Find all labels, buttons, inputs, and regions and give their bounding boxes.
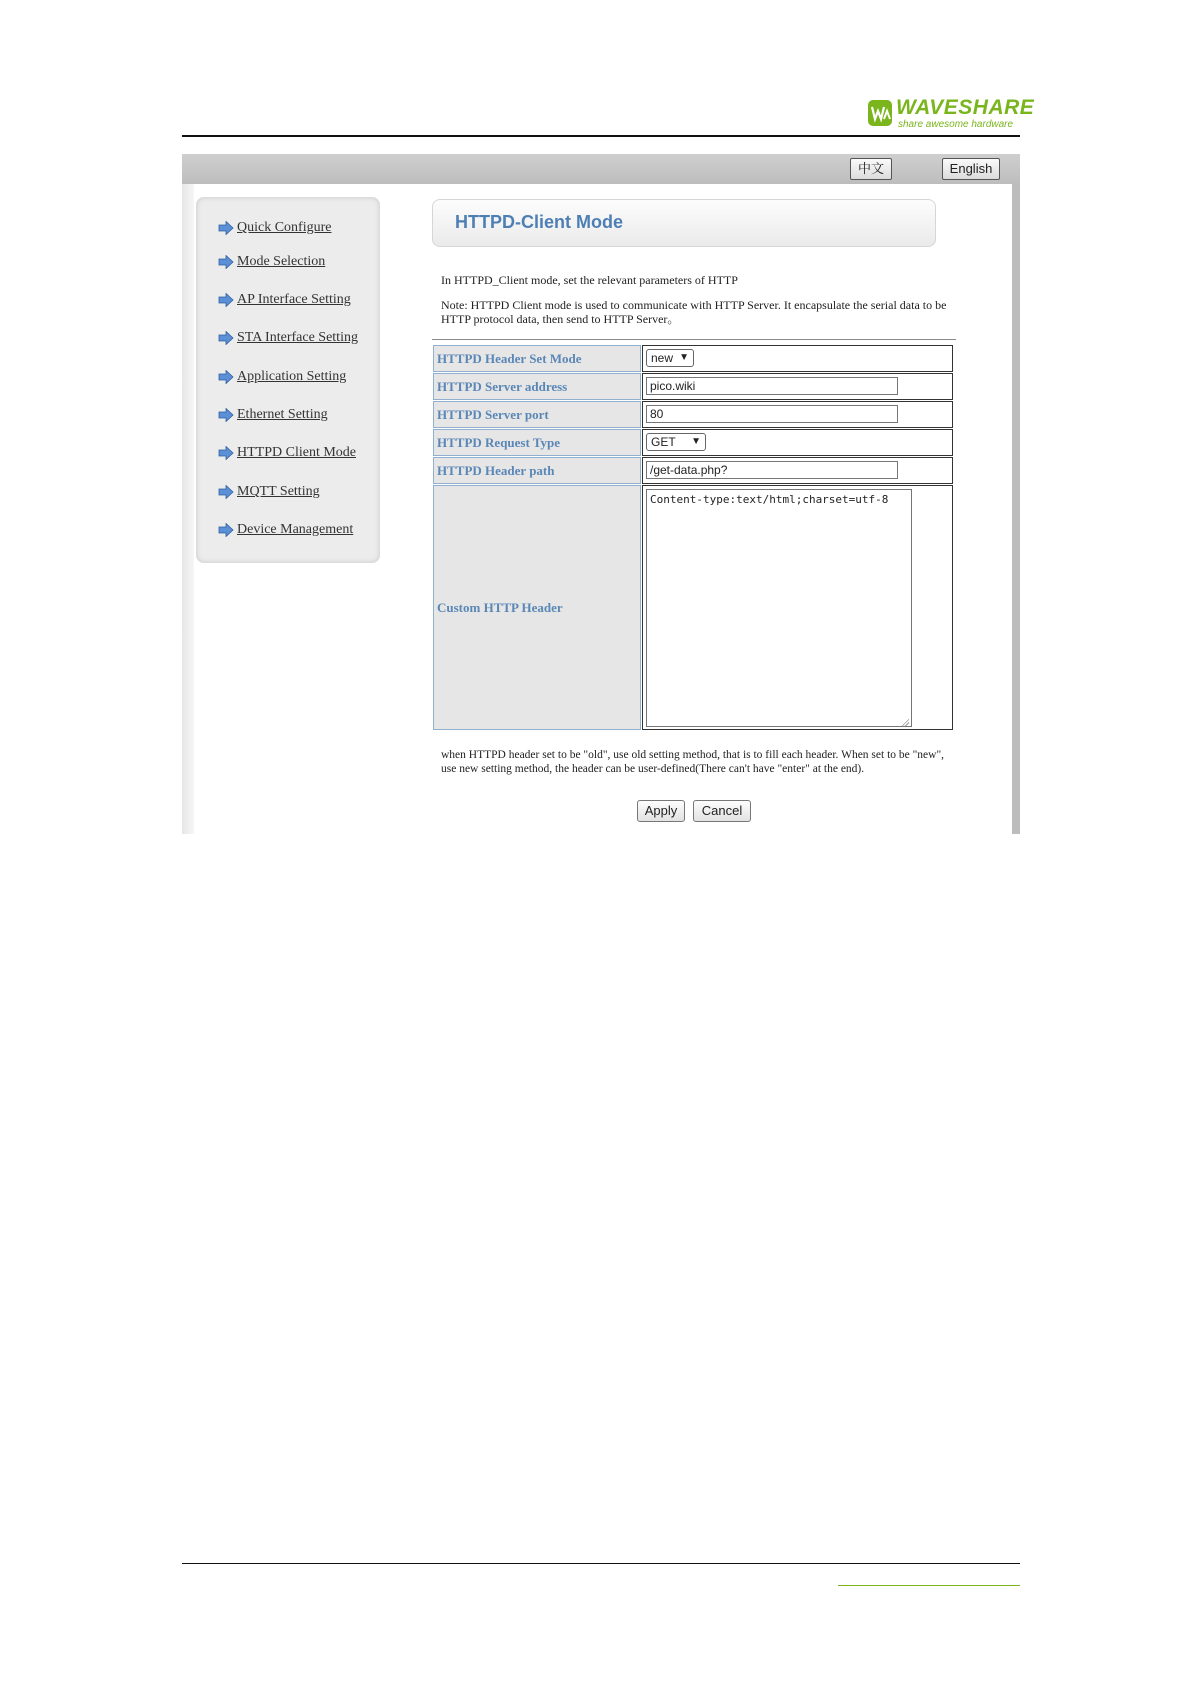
arrow-right-icon bbox=[218, 331, 234, 345]
sidebar-item-label: Device Management bbox=[237, 522, 354, 537]
request-type-label: HTTPD Request Type bbox=[433, 429, 641, 456]
sidebar-item-label: Mode Selection bbox=[237, 254, 326, 269]
section-divider bbox=[432, 339, 956, 340]
header-divider bbox=[182, 135, 1020, 137]
server-address-label: HTTPD Server address bbox=[433, 373, 641, 400]
frame-right-edge bbox=[1012, 184, 1020, 834]
arrow-right-icon bbox=[218, 408, 234, 422]
sidebar-item-label: MQTT Setting bbox=[237, 484, 320, 499]
arrow-right-icon bbox=[218, 255, 234, 269]
waveshare-logo bbox=[868, 96, 1035, 132]
apply-button[interactable]: Apply bbox=[637, 800, 685, 822]
server-port-input[interactable]: 80 bbox=[646, 405, 898, 423]
sidebar-item-label: Ethernet Setting bbox=[237, 407, 328, 422]
header-mode-cell bbox=[642, 345, 953, 372]
sidebar-item-device-management[interactable] bbox=[218, 519, 353, 541]
arrow-right-icon bbox=[218, 485, 234, 499]
header-path-cell bbox=[642, 457, 953, 484]
header-mode-select[interactable] bbox=[646, 349, 694, 367]
arrow-right-icon bbox=[218, 370, 234, 384]
page-title-box bbox=[432, 199, 936, 247]
sidebar-item-label: Quick Configure bbox=[237, 220, 332, 235]
server-port-label: HTTPD Server port bbox=[433, 401, 641, 428]
sidebar-item-label: AP Interface Setting bbox=[237, 292, 351, 307]
frame-corner bbox=[998, 184, 1012, 198]
sidebar-item-httpd-client[interactable] bbox=[218, 442, 356, 464]
brand-name: WAVESHARE bbox=[896, 96, 1035, 119]
sidebar-item-label: Application Setting bbox=[237, 369, 347, 384]
chevron-down-icon: ▼ bbox=[691, 436, 701, 447]
header-path-label: HTTPD Header path bbox=[433, 457, 641, 484]
resize-grip-icon[interactable] bbox=[901, 718, 909, 726]
sidebar-nav bbox=[196, 197, 380, 563]
server-address-input[interactable]: pico.wiki bbox=[646, 377, 898, 395]
intro-text: In HTTPD_Client mode, set the relevant parameters of HTTP bbox=[441, 273, 738, 287]
sidebar-item-label: STA Interface Setting bbox=[237, 330, 358, 345]
cancel-button[interactable]: Cancel bbox=[693, 800, 751, 822]
sidebar-item-label: HTTPD Client Mode bbox=[237, 445, 356, 460]
arrow-right-icon bbox=[218, 446, 234, 460]
footer-link-underline bbox=[838, 1585, 1020, 1586]
footnote-text: when HTTPD header set to be "old", use old setting method, that is to fill each header. When set to be "new", use new setting method, the header can be user-defined(There can't have "enter" at the end). bbox=[441, 749, 945, 775]
waveshare-logo-icon bbox=[868, 98, 894, 128]
page-title: HTTPD-Client Mode bbox=[455, 212, 623, 232]
chinese-language-button[interactable]: 中文 bbox=[850, 158, 892, 180]
request-type-select[interactable] bbox=[646, 433, 706, 451]
brand-tagline: share awesome hardware bbox=[898, 119, 1014, 130]
request-type-cell bbox=[642, 429, 953, 456]
frame-left-edge bbox=[182, 184, 194, 834]
sidebar-item-ethernet[interactable] bbox=[218, 404, 328, 426]
sidebar-item-quick-configure[interactable] bbox=[218, 217, 331, 239]
sidebar-item-mode-selection[interactable] bbox=[218, 251, 325, 273]
sidebar-item-sta-interface[interactable] bbox=[218, 327, 358, 349]
custom-header-label: Custom HTTP Header bbox=[433, 485, 641, 730]
arrow-right-icon bbox=[218, 221, 234, 235]
arrow-right-icon bbox=[218, 293, 234, 307]
server-port-cell bbox=[642, 401, 953, 428]
custom-header-cell bbox=[642, 485, 953, 730]
header-mode-value: new bbox=[651, 351, 674, 365]
chevron-down-icon: ▼ bbox=[679, 352, 689, 363]
note-text: Note: HTTPD Client mode is used to communicate with HTTP Server. It encapsulate the serial data to be HTTP protocol data, then send to HTTP Server。 bbox=[441, 298, 947, 326]
request-type-value: GET bbox=[651, 435, 676, 449]
footer-divider bbox=[182, 1563, 1020, 1564]
server-address-cell bbox=[642, 373, 953, 400]
sidebar-item-application[interactable] bbox=[218, 366, 346, 388]
sidebar-item-mqtt[interactable] bbox=[218, 481, 320, 503]
arrow-right-icon bbox=[218, 523, 234, 537]
sidebar-item-ap-interface[interactable] bbox=[218, 289, 351, 311]
english-language-button[interactable]: English bbox=[942, 158, 1000, 180]
header-mode-label: HTTPD Header Set Mode bbox=[433, 345, 641, 372]
language-bar bbox=[182, 154, 1020, 184]
header-path-input[interactable]: /get-data.php? bbox=[646, 461, 898, 479]
custom-header-textarea[interactable]: Content-type:text/html;charset=utf-8 bbox=[646, 489, 912, 727]
